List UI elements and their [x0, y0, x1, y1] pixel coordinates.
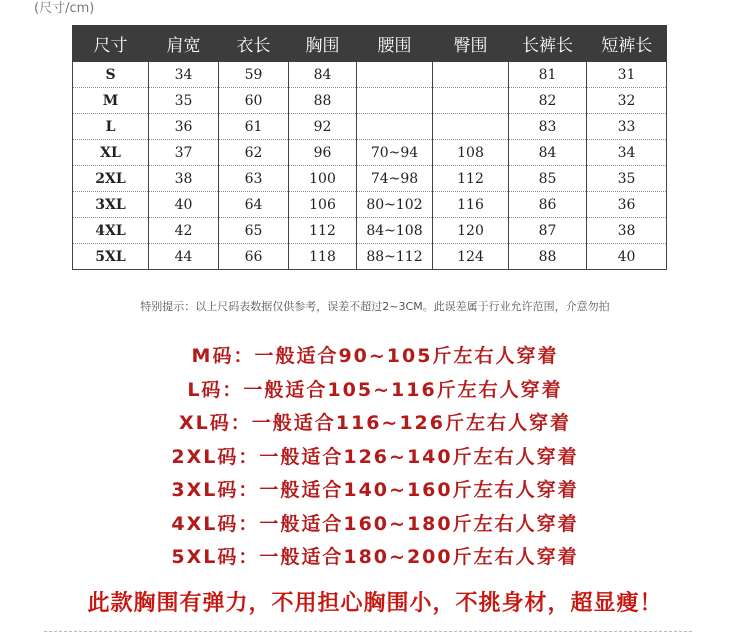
table-cell: 38 — [587, 218, 667, 244]
table-cell: 31 — [587, 62, 667, 88]
table-row — [73, 88, 667, 114]
table-cell: 84 — [509, 140, 587, 166]
table-cell: 88 — [509, 244, 587, 270]
fit-line-3xl: 3XL码：一般适合140~160斤左右人穿着 — [171, 479, 579, 501]
table-cell: 108 — [433, 140, 509, 166]
table-cell: 92 — [289, 114, 357, 140]
size-chart-table — [72, 25, 667, 270]
table-cell: 85 — [509, 166, 587, 192]
table-header-row — [73, 25, 667, 62]
table-row — [73, 166, 667, 192]
table-cell: 88~112 — [357, 244, 433, 270]
table-cell: 35 — [587, 166, 667, 192]
table-cell: 2XL — [73, 166, 149, 192]
header-shoulder: 肩宽 — [149, 25, 219, 62]
header-size: 尺寸 — [73, 25, 149, 62]
table-cell: 81 — [509, 62, 587, 88]
table-cell: 86 — [509, 192, 587, 218]
divider — [44, 631, 692, 632]
table-cell — [433, 62, 509, 88]
table-cell: 5XL — [73, 244, 149, 270]
fit-line-l: L码：一般适合105~116斤左右人穿着 — [187, 378, 563, 401]
table-cell: 84 — [289, 62, 357, 88]
table-cell: 112 — [433, 166, 509, 192]
table-cell: 96 — [289, 140, 357, 166]
table-cell: 80~102 — [357, 192, 433, 218]
table-cell: L — [73, 114, 149, 140]
table-cell: 36 — [149, 114, 219, 140]
table-row — [73, 218, 667, 244]
table-cell: 32 — [587, 88, 667, 114]
table-cell: 63 — [219, 166, 289, 192]
table-cell: 88 — [289, 88, 357, 114]
table-cell: 35 — [149, 88, 219, 114]
table-cell: 66 — [219, 244, 289, 270]
header-hip: 臀围 — [433, 25, 509, 62]
table-cell: 118 — [289, 244, 357, 270]
table-cell: 44 — [149, 244, 219, 270]
table-cell: 61 — [219, 114, 289, 140]
table-cell: M — [73, 88, 149, 114]
table-cell: 120 — [433, 218, 509, 244]
header-length: 衣长 — [219, 25, 289, 62]
table-row — [73, 62, 667, 88]
table-cell: 3XL — [73, 192, 149, 218]
header-shorts-length: 短裤长 — [587, 25, 667, 62]
fit-line-2xl: 2XL码：一般适合126~140斤左右人穿着 — [171, 445, 579, 468]
table-cell: 116 — [433, 192, 509, 218]
table-cell: 59 — [219, 62, 289, 88]
table-cell: 34 — [587, 140, 667, 166]
table-row — [73, 140, 667, 166]
table-cell: 42 — [149, 218, 219, 244]
table-cell — [357, 62, 433, 88]
table-cell — [433, 88, 509, 114]
fit-line-4xl: 4XL码：一般适合160~180斤左右人穿着 — [171, 512, 579, 535]
table-cell: 124 — [433, 244, 509, 270]
table-cell: 82 — [509, 88, 587, 114]
table-cell: 112 — [289, 218, 357, 244]
table-cell: S — [73, 62, 149, 88]
table-cell: 100 — [289, 166, 357, 192]
header-pants-length: 长裤长 — [509, 25, 587, 62]
table-cell: 65 — [219, 218, 289, 244]
table-cell: 40 — [587, 244, 667, 270]
table-cell: 40 — [149, 192, 219, 218]
table-cell: 33 — [587, 114, 667, 140]
weight-fit-list — [0, 340, 750, 575]
header-waist: 腰围 — [357, 25, 433, 62]
table-cell: 34 — [149, 62, 219, 88]
table-cell: XL — [73, 140, 149, 166]
table-cell — [433, 114, 509, 140]
table-cell: 60 — [219, 88, 289, 114]
table-cell: 84~108 — [357, 218, 433, 244]
measurement-note: 特别提示：以上尺码表数据仅供参考，误差不超过2~3CM。此误差属于行业允许范围，介意勿拍 — [140, 300, 610, 313]
fit-line-m: M码：一般适合90~105斤左右人穿着 — [191, 345, 559, 367]
table-row — [73, 244, 667, 270]
fit-line-5xl: 5XL码：一般适合180~200斤左右人穿着 — [171, 546, 579, 568]
table-cell: 74~98 — [357, 166, 433, 192]
table-cell: 36 — [587, 192, 667, 218]
table-cell — [357, 88, 433, 114]
table-cell: 4XL — [73, 218, 149, 244]
table-cell: 64 — [219, 192, 289, 218]
table-cell: 62 — [219, 140, 289, 166]
table-cell: 38 — [149, 166, 219, 192]
slogan: 此款胸围有弹力，不用担心胸围小，不挑身材，超显瘦！ — [87, 591, 663, 616]
table-cell: 87 — [509, 218, 587, 244]
table-cell: 37 — [149, 140, 219, 166]
table-cell: 83 — [509, 114, 587, 140]
table-cell: 106 — [289, 192, 357, 218]
unit-label: (尺寸/cm) — [34, 1, 95, 16]
table-row — [73, 114, 667, 140]
fit-line-xl: XL码：一般适合116~126斤左右人穿着 — [179, 412, 571, 434]
table-cell: 70~94 — [357, 140, 433, 166]
table-cell — [357, 114, 433, 140]
table-row — [73, 192, 667, 218]
header-chest: 胸围 — [289, 25, 357, 62]
